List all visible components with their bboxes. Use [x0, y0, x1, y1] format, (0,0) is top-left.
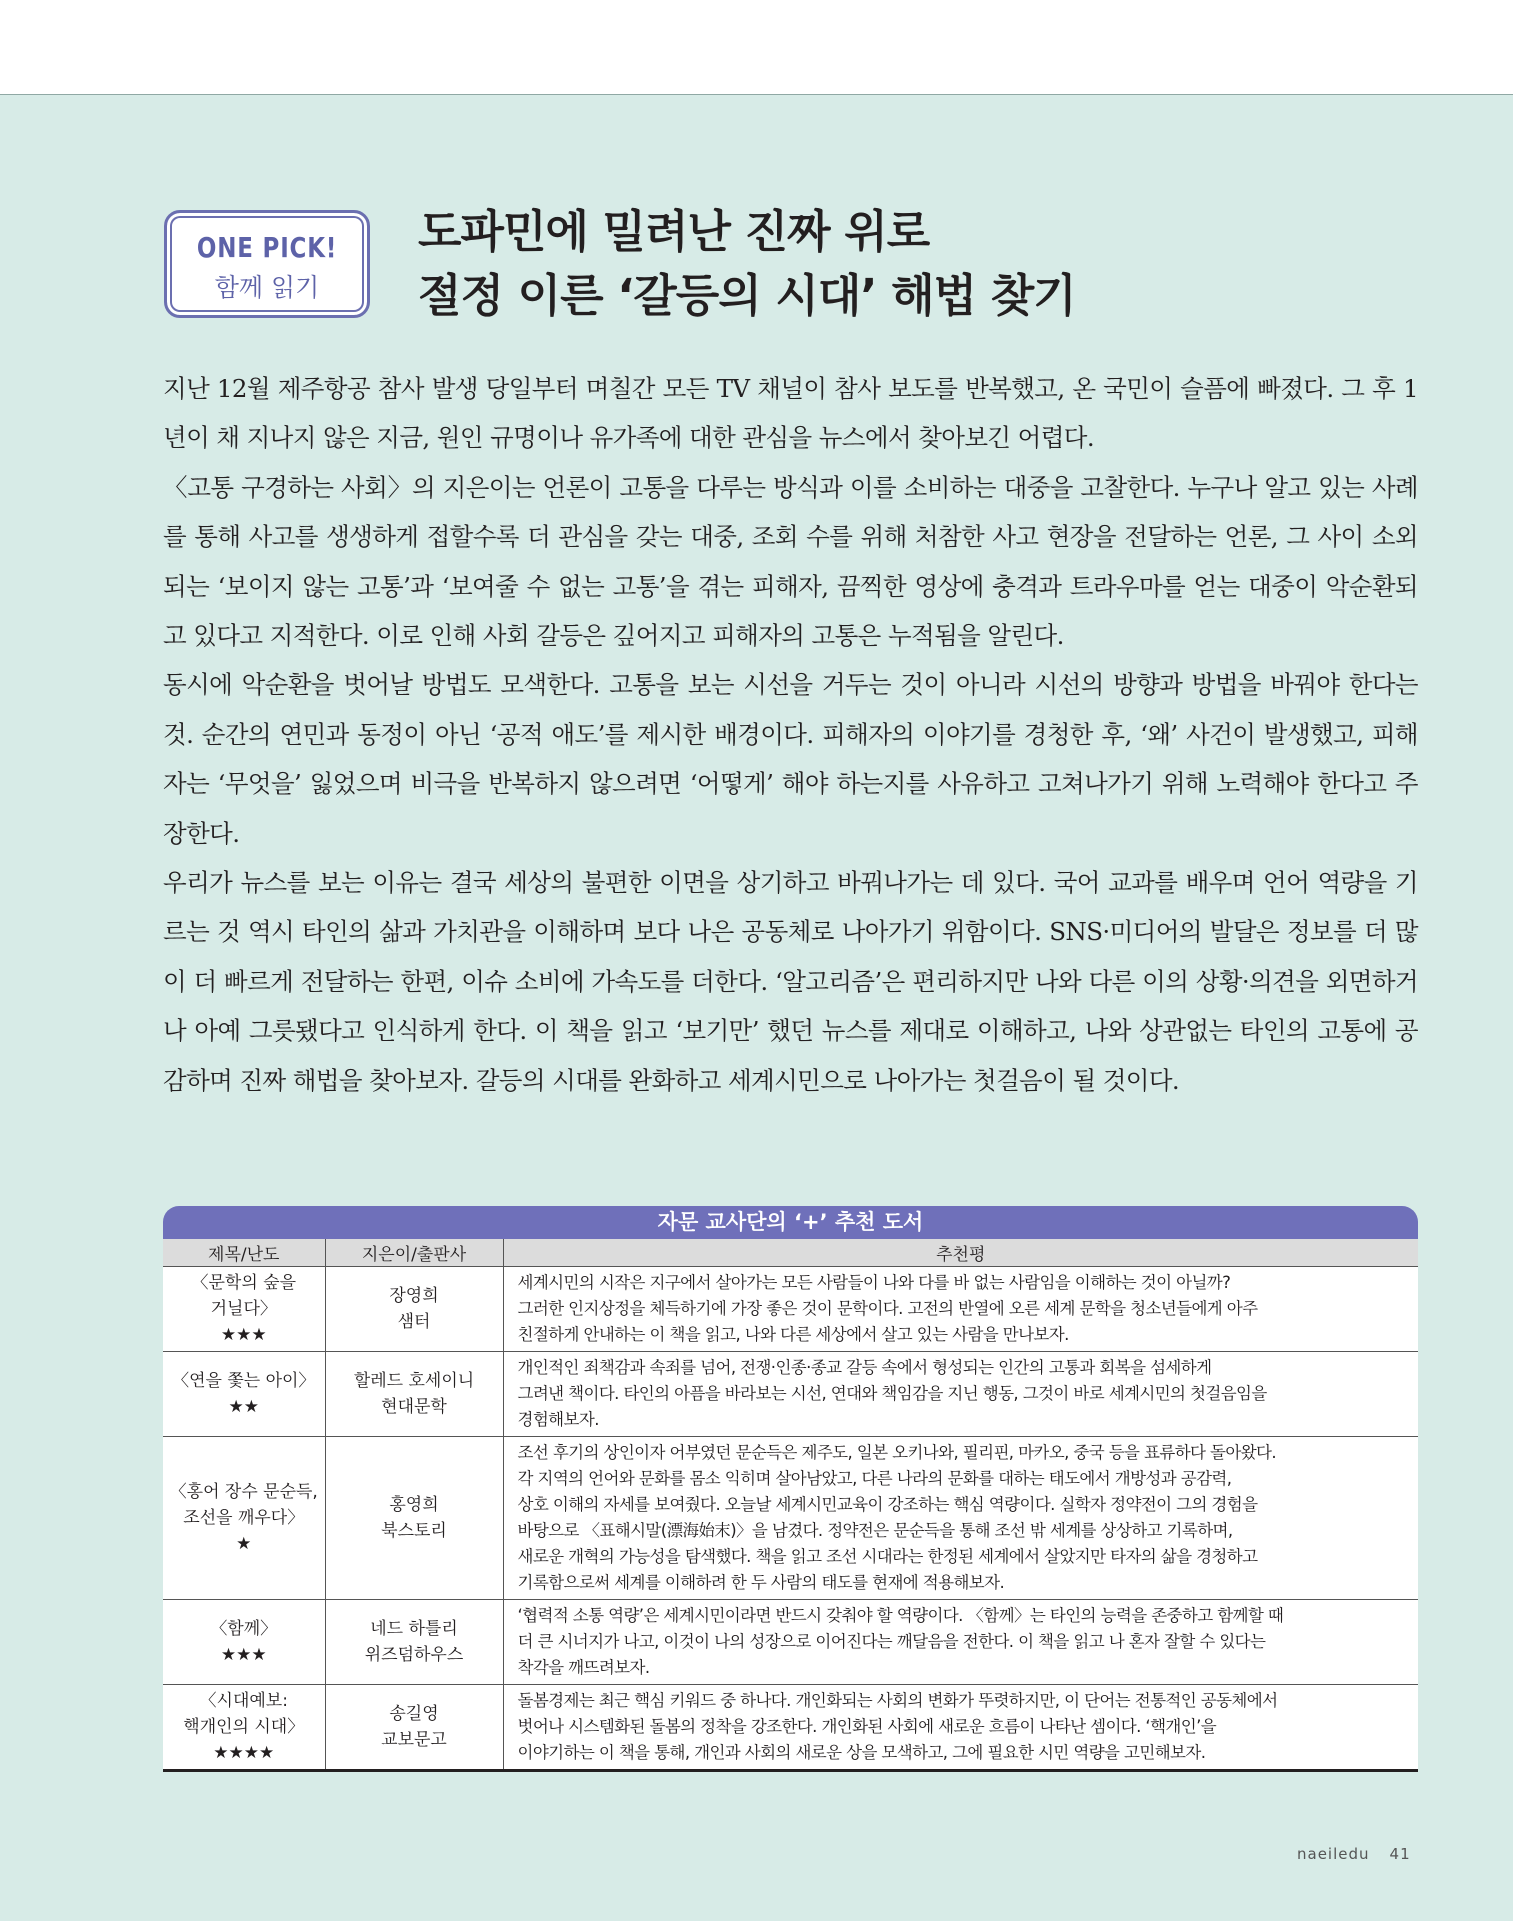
review-line: 새로운 개혁의 가능성을 탐색했다. 책을 읽고 조선 시대라는 한정된 세계에서 살았지만 타자의 삶을 경청하고	[517, 1547, 1258, 1566]
paragraph: 우리가 뉴스를 보는 이유는 결국 세상의 불편한 이면을 상기하고 바꿔나가는 데 있다. 국어 교과를 배우며 언어 역량을 기르는 것 역시 타인의 삶과 가치관을 이해하며 보다 나은 공동체로 나아가기 위함이다. SNS·미디어의 발달은 정보를 더 많이 더 빠르게 전달하는 한편, 이슈 소비에 가속도를 더한다. ‘알고리즘’은 편리하지만 나와 다른 이의 상황·의견을 외면하거나 아예 그릇됐다고 인식하게 한다. 이 책을 읽고 ‘보기만’ 했던 뉴스를 제대로 이해하고, 나와 상관없는 타인의 고통에 공감하며 진짜 해법을 찾아보자. 갈등의 시대를 완화하고 세계시민으로 나아가는 첫걸음이 될 것이다.	[163, 868, 1418, 1095]
table-row	[163, 1437, 1418, 1600]
review-line: 기록함으로써 세계를 이해하려 한 두 사람의 태도를 현재에 적용해보자.	[517, 1573, 1005, 1592]
author-cell	[325, 1437, 503, 1600]
header-review: 추천평	[503, 1239, 1418, 1267]
author-cell	[325, 1352, 503, 1437]
author-cell	[325, 1685, 503, 1771]
review-line: 경험해보자.	[517, 1410, 599, 1429]
review-line: 더 큰 시너지가 나고, 이것이 나의 성장으로 이어진다는 깨달음을 전한다. 이 책을 읽고 나 혼자 잘할 수 있다는	[517, 1632, 1266, 1651]
book-title-line: ★★	[228, 1397, 259, 1417]
article-body	[163, 364, 1418, 1105]
book-title-line: ★★★	[220, 1645, 267, 1665]
book-title-line: ★	[236, 1534, 252, 1554]
author-line: 위즈덤하우스	[364, 1645, 464, 1665]
page-number: 41	[1389, 1845, 1411, 1863]
book-title-line: 〈시대예보:	[199, 1691, 288, 1711]
author-line: 북스토리	[381, 1521, 447, 1541]
author-line: 송길영	[389, 1704, 439, 1724]
review-line: 개인적인 죄책감과 속죄를 넘어, 전쟁·인종·종교 갈등 속에서 형성되는 인간의 고통과 회복을 섬세하게	[517, 1358, 1212, 1377]
badge-subtitle: 함께 읽기	[214, 273, 320, 302]
book-title-cell	[163, 1437, 325, 1600]
author-line: 네드 하틀리	[370, 1619, 458, 1639]
book-title-line: 〈함께〉	[210, 1619, 278, 1639]
author-line: 교보문고	[381, 1730, 447, 1750]
review-line: ‘협력적 소통 역량’은 세계시민이라면 반드시 갖춰야 할 역량이다. 〈함께〉는 타인의 능력을 존중하고 함께할 때	[517, 1606, 1284, 1625]
review-cell	[503, 1600, 1418, 1685]
title-line-2: 절정 이른 ‘갈등의 시대’ 해법 찾기	[418, 269, 1076, 322]
review-cell	[503, 1352, 1418, 1437]
table-row	[163, 1267, 1418, 1352]
book-title-cell	[163, 1267, 325, 1352]
author-cell	[325, 1600, 503, 1685]
author-line: 샘터	[397, 1312, 431, 1332]
review-line: 이야기하는 이 책을 통해, 개인과 사회의 새로운 상을 모색하고, 그에 필요한 시민 역량을 고민해보자.	[517, 1743, 1206, 1762]
table-row	[163, 1685, 1418, 1771]
book-title-line: ★★★	[220, 1325, 267, 1345]
book-title-line: 조선을 깨우다〉	[183, 1508, 305, 1528]
review-line: 바탕으로 〈표해시말(漂海始末)〉을 남겼다. 정약전은 문순득을 통해 조선 밖 세계를 상상하고 기록하며,	[517, 1521, 1233, 1540]
recommendation-table	[163, 1239, 1418, 1772]
review-line: 그러한 인지상정을 체득하기에 가장 좋은 것이 문학이다. 고전의 반열에 오른 세계 문학을 청소년들에게 아주	[517, 1299, 1258, 1318]
paragraph: 〈고통 구경하는 사회〉의 지은이는 언론이 고통을 다루는 방식과 이를 소비하는 대중을 고찰한다. 누구나 알고 있는 사례를 통해 사고를 생생하게 접할수록 더 관심을 갖는 대중, 조회 수를 위해 처참한 사고 현장을 전달하는 언론, 그 사이 소외되는 ‘보이지 않는 고통’과 ‘보여줄 수 없는 고통’을 겪는 피해자, 끔찍한 영상에 충격과 트라우마를 얻는 대중이 악순환되고 있다고 지적한다. 이로 인해 사회 갈등은 깊어지고 피해자의 고통은 누적됨을 알린다.	[163, 472, 1418, 651]
title-line-1: 도파민에 밀려난 진짜 위로	[418, 205, 930, 258]
author-line: 홍영희	[389, 1495, 439, 1515]
book-title-cell	[163, 1352, 325, 1437]
table-row	[163, 1600, 1418, 1685]
review-line: 각 지역의 언어와 문화를 몸소 익히며 살아남았고, 다른 나라의 문화를 대하는 태도에서 개방성과 공감력,	[517, 1469, 1232, 1488]
book-title-line: 거닐다〉	[210, 1299, 277, 1319]
recommendation-title: 자문 교사단의 ‘+’ 추천 도서	[163, 1206, 1418, 1239]
recommendation-box	[163, 1206, 1418, 1772]
footer-brand: naeiledu	[1297, 1845, 1370, 1863]
author-line: 장영희	[389, 1286, 439, 1306]
header-author: 지은이/출판사	[325, 1239, 503, 1267]
one-pick-badge	[164, 210, 370, 318]
review-cell	[503, 1685, 1418, 1771]
author-line: 현대문학	[381, 1397, 447, 1417]
review-line: 돌봄경제는 최근 핵심 키워드 중 하나다. 개인화되는 사회의 변화가 뚜렷하지만, 이 단어는 전통적인 공동체에서	[517, 1691, 1278, 1710]
review-line: 조선 후기의 상인이자 어부였던 문순득은 제주도, 일본 오키나와, 필리핀, 마카오, 중국 등을 표류하다 돌아왔다.	[517, 1443, 1277, 1462]
review-line: 세계시민의 시작은 지구에서 살아가는 모든 사람들이 나와 다를 바 없는 사람임을 이해하는 것이 아닐까?	[517, 1273, 1231, 1292]
author-line: 할레드 호세이니	[353, 1371, 475, 1391]
table-row	[163, 1352, 1418, 1437]
review-line: 벗어나 시스템화된 돌봄의 정착을 강조한다. 개인화된 사회에 새로운 흐름이 나타난 셈이다. ‘핵개인’을	[517, 1717, 1217, 1736]
review-line: 착각을 깨뜨려보자.	[517, 1658, 650, 1677]
author-cell	[325, 1267, 503, 1352]
book-title-line: 핵개인의 시대〉	[183, 1717, 305, 1737]
header-title: 제목/난도	[163, 1239, 325, 1267]
page-footer	[1297, 1845, 1411, 1863]
table-body	[163, 1267, 1418, 1771]
book-title-line: ★★★★	[213, 1743, 275, 1763]
book-title-line: 〈연을 쫓는 아이〉	[172, 1371, 316, 1391]
table-header-row	[163, 1239, 1418, 1267]
book-title-line: 〈홍어 장수 문순득,	[169, 1482, 318, 1502]
review-cell	[503, 1267, 1418, 1352]
page-title	[418, 200, 1418, 328]
badge-title: ONE PICK!	[196, 231, 338, 264]
book-title-cell	[163, 1685, 325, 1771]
book-title-cell	[163, 1600, 325, 1685]
review-line: 친절하게 안내하는 이 책을 읽고, 나와 다른 세상에서 살고 있는 사람을 만나보자.	[517, 1325, 1069, 1344]
paragraph: 동시에 악순환을 벗어날 방법도 모색한다. 고통을 보는 시선을 거두는 것이 아니라 시선의 방향과 방법을 바꿔야 한다는 것. 순간의 연민과 동정이 아닌 ‘공적 애도’를 제시한 배경이다. 피해자의 이야기를 경청한 후, ‘왜’ 사건이 발생했고, 피해자는 ‘무엇을’ 잃었으며 비극을 반복하지 않으려면 ‘어떻게’ 해야 하는지를 사유하고 고쳐나가기 위해 노력해야 한다고 주장한다.	[163, 670, 1418, 848]
review-line: 상호 이해의 자세를 보여줬다. 오늘날 세계시민교육이 강조하는 핵심 역량이다. 실학자 정약전이 그의 경험을	[517, 1495, 1258, 1514]
book-title-line: 〈문학의 숲을	[191, 1273, 296, 1293]
paragraph: 지난 12월 제주항공 참사 발생 당일부터 며칠간 모든 TV 채널이 참사 보도를 반복했고, 온 국민이 슬픔에 빠졌다. 그 후 1년이 채 지나지 않은 지금, 원인 규명이나 유가족에 대한 관심을 뉴스에서 찾아보긴 어렵다.	[163, 374, 1418, 453]
review-line: 그려낸 책이다. 타인의 아픔을 바라보는 시선, 연대와 책임감을 지닌 행동, 그것이 바로 세계시민의 첫걸음임을	[517, 1384, 1267, 1403]
top-margin	[0, 0, 1513, 94]
review-cell	[503, 1437, 1418, 1600]
